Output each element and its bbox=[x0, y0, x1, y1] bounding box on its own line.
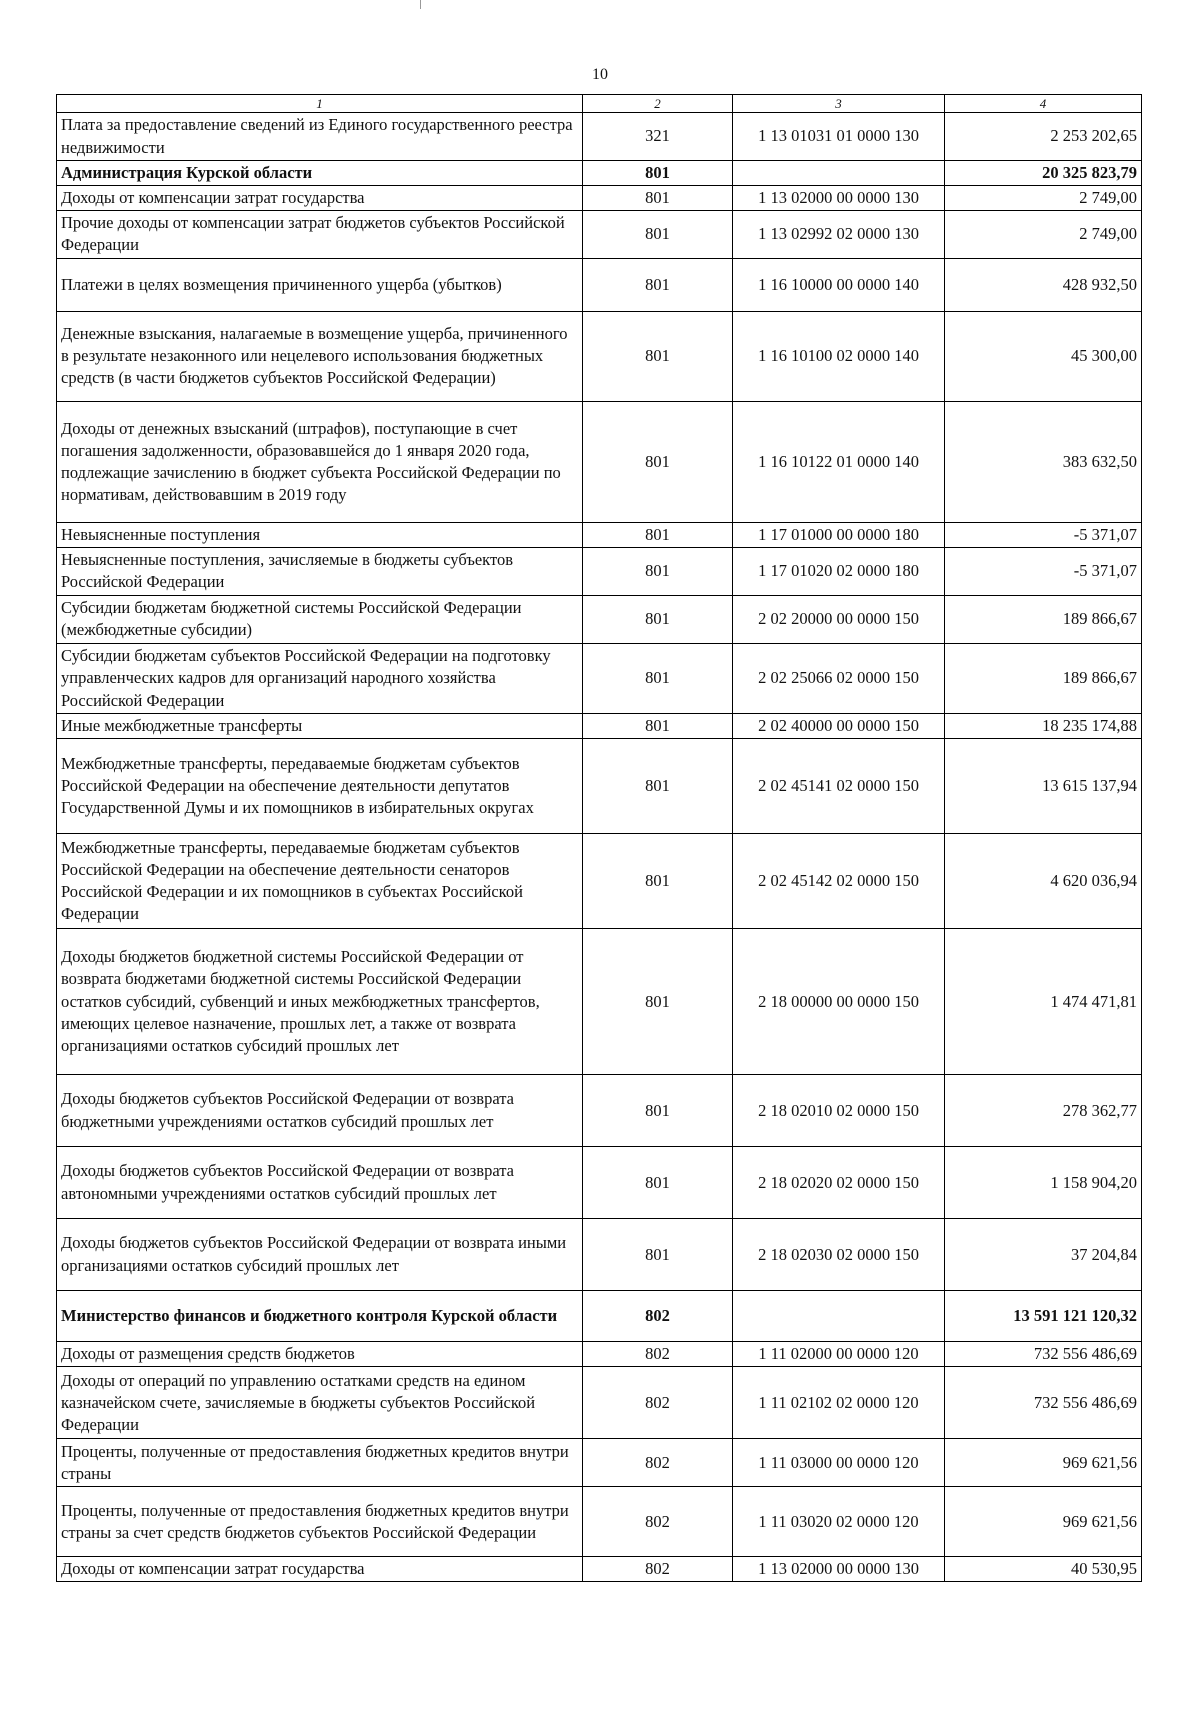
row-budget-code: 1 11 03000 00 0000 120 bbox=[733, 1439, 945, 1487]
row-amount: 4 620 036,94 bbox=[945, 834, 1142, 929]
row-budget-code: 1 16 10122 01 0000 140 bbox=[733, 401, 945, 522]
row-amount: 732 556 486,69 bbox=[945, 1367, 1142, 1439]
row-admin-code: 801 bbox=[583, 210, 733, 258]
table-row bbox=[57, 185, 1142, 210]
row-admin-code: 801 bbox=[583, 595, 733, 643]
row-budget-code: 1 13 02000 00 0000 130 bbox=[733, 185, 945, 210]
table-row bbox=[57, 522, 1142, 547]
scan-mark bbox=[420, 0, 421, 9]
row-name: Доходы бюджетов субъектов Российской Федерации от возврата иными организациями остатков субсидий прошлых лет bbox=[57, 1219, 583, 1291]
table-row bbox=[57, 1075, 1142, 1147]
row-name: Платежи в целях возмещения причиненного ущерба (убытков) bbox=[57, 258, 583, 311]
row-budget-code: 1 16 10000 00 0000 140 bbox=[733, 258, 945, 311]
row-amount: 189 866,67 bbox=[945, 643, 1142, 713]
row-name: Межбюджетные трансферты, передаваемые бюджетам субъектов Российской Федерации на обеспечение деятельности депутатов Государственной Думы и их помощников в избирательных округах bbox=[57, 739, 583, 834]
row-budget-code: 2 02 45142 02 0000 150 bbox=[733, 834, 945, 929]
table-row bbox=[57, 1487, 1142, 1557]
row-amount: 20 325 823,79 bbox=[945, 160, 1142, 185]
row-budget-code: 1 13 02992 02 0000 130 bbox=[733, 210, 945, 258]
row-admin-code: 801 bbox=[583, 258, 733, 311]
table-row bbox=[57, 929, 1142, 1075]
row-amount: 2 749,00 bbox=[945, 185, 1142, 210]
row-name: Субсидии бюджетам бюджетной системы Российской Федерации (межбюджетные субсидии) bbox=[57, 595, 583, 643]
row-name: Доходы от размещения средств бюджетов bbox=[57, 1342, 583, 1367]
table-row bbox=[57, 547, 1142, 595]
row-name: Невыясненные поступления bbox=[57, 522, 583, 547]
row-budget-code: 1 16 10100 02 0000 140 bbox=[733, 311, 945, 401]
row-amount: 2 749,00 bbox=[945, 210, 1142, 258]
row-admin-code: 801 bbox=[583, 160, 733, 185]
row-budget-code: 1 13 01031 01 0000 130 bbox=[733, 113, 945, 160]
page-number: 10 bbox=[592, 66, 608, 83]
row-admin-code: 801 bbox=[583, 739, 733, 834]
row-name: Субсидии бюджетам субъектов Российской Федерации на подготовку управленческих кадров для организаций народного хозяйства Российской Федерации bbox=[57, 643, 583, 713]
row-budget-code: 1 17 01000 00 0000 180 bbox=[733, 522, 945, 547]
row-budget-code: 1 17 01020 02 0000 180 bbox=[733, 547, 945, 595]
row-amount: 969 621,56 bbox=[945, 1439, 1142, 1487]
table-row bbox=[57, 160, 1142, 185]
row-budget-code: 1 11 02000 00 0000 120 bbox=[733, 1342, 945, 1367]
table-row bbox=[57, 311, 1142, 401]
row-budget-code: 2 02 25066 02 0000 150 bbox=[733, 643, 945, 713]
table-row bbox=[57, 1219, 1142, 1291]
table-row bbox=[57, 1557, 1142, 1582]
row-admin-code: 801 bbox=[583, 1219, 733, 1291]
revenue-table bbox=[56, 94, 1142, 1582]
row-name: Доходы бюджетов субъектов Российской Федерации от возврата бюджетными учреждениями остатков субсидий прошлых лет bbox=[57, 1075, 583, 1147]
table-row bbox=[57, 643, 1142, 713]
table-row bbox=[57, 739, 1142, 834]
revenue-table-body bbox=[57, 95, 1142, 1582]
row-name: Иные межбюджетные трансферты bbox=[57, 713, 583, 738]
table-row bbox=[57, 258, 1142, 311]
row-budget-code: 2 18 02020 02 0000 150 bbox=[733, 1147, 945, 1219]
row-amount: 278 362,77 bbox=[945, 1075, 1142, 1147]
row-amount: 383 632,50 bbox=[945, 401, 1142, 522]
row-admin-code: 802 bbox=[583, 1439, 733, 1487]
row-name: Доходы бюджетов бюджетной системы Российской Федерации от возврата бюджетами бюджетной системы Российской Федерации остатков субсидий, субвенций и иных межбюджетных трансфертов, имеющих целевое назначение, прошлых лет, а также от возврата организациями остатков субсидий прошлых лет bbox=[57, 929, 583, 1075]
row-amount: 2 253 202,65 bbox=[945, 113, 1142, 160]
table-row bbox=[57, 210, 1142, 258]
row-name: Доходы от компенсации затрат государства bbox=[57, 1557, 583, 1582]
row-amount: 40 530,95 bbox=[945, 1557, 1142, 1582]
header-cell-3: 3 bbox=[733, 95, 945, 113]
row-budget-code bbox=[733, 1291, 945, 1342]
row-amount: 1 474 471,81 bbox=[945, 929, 1142, 1075]
row-name: Администрация Курской области bbox=[57, 160, 583, 185]
row-name: Министерство финансов и бюджетного контроля Курской области bbox=[57, 1291, 583, 1342]
row-admin-code: 802 bbox=[583, 1557, 733, 1582]
row-admin-code: 801 bbox=[583, 1075, 733, 1147]
row-amount: 732 556 486,69 bbox=[945, 1342, 1142, 1367]
row-amount: 37 204,84 bbox=[945, 1219, 1142, 1291]
row-name: Доходы от компенсации затрат государства bbox=[57, 185, 583, 210]
row-name: Проценты, полученные от предоставления бюджетных кредитов внутри страны bbox=[57, 1439, 583, 1487]
row-admin-code: 321 bbox=[583, 113, 733, 160]
row-admin-code: 801 bbox=[583, 311, 733, 401]
row-amount: 13 615 137,94 bbox=[945, 739, 1142, 834]
row-name: Межбюджетные трансферты, передаваемые бюджетам субъектов Российской Федерации на обеспечение деятельности сенаторов Российской Федерации и их помощников в субъектах Российской Федерации bbox=[57, 834, 583, 929]
row-budget-code: 1 11 02102 02 0000 120 bbox=[733, 1367, 945, 1439]
row-budget-code: 2 02 40000 00 0000 150 bbox=[733, 713, 945, 738]
row-name: Невыясненные поступления, зачисляемые в бюджеты субъектов Российской Федерации bbox=[57, 547, 583, 595]
table-row bbox=[57, 1291, 1142, 1342]
row-amount: 428 932,50 bbox=[945, 258, 1142, 311]
row-amount: 13 591 121 120,32 bbox=[945, 1291, 1142, 1342]
header-cell-4: 4 bbox=[945, 95, 1142, 113]
row-admin-code: 802 bbox=[583, 1367, 733, 1439]
row-amount: -5 371,07 bbox=[945, 522, 1142, 547]
row-amount: 969 621,56 bbox=[945, 1487, 1142, 1557]
row-admin-code: 802 bbox=[583, 1487, 733, 1557]
table-row bbox=[57, 834, 1142, 929]
row-budget-code: 2 18 00000 00 0000 150 bbox=[733, 929, 945, 1075]
row-admin-code: 801 bbox=[583, 185, 733, 210]
table-header-row bbox=[57, 95, 1142, 113]
row-name: Прочие доходы от компенсации затрат бюджетов субъектов Российской Федерации bbox=[57, 210, 583, 258]
row-admin-code: 801 bbox=[583, 547, 733, 595]
row-budget-code: 2 18 02030 02 0000 150 bbox=[733, 1219, 945, 1291]
row-admin-code: 802 bbox=[583, 1342, 733, 1367]
row-admin-code: 801 bbox=[583, 713, 733, 738]
row-amount: 1 158 904,20 bbox=[945, 1147, 1142, 1219]
row-name: Проценты, полученные от предоставления бюджетных кредитов внутри страны за счет средств бюджетов субъектов Российской Федерации bbox=[57, 1487, 583, 1557]
row-budget-code: 2 18 02010 02 0000 150 bbox=[733, 1075, 945, 1147]
row-admin-code: 802 bbox=[583, 1291, 733, 1342]
header-cell-1: 1 bbox=[57, 95, 583, 113]
table-row bbox=[57, 1342, 1142, 1367]
row-name: Доходы от денежных взысканий (штрафов), поступающие в счет погашения задолженности, образовавшейся до 1 января 2020 года, подлежащие зачислению в бюджет субъекта Российской Федерации по нормативам, действовавшим в 2019 году bbox=[57, 401, 583, 522]
row-amount: 189 866,67 bbox=[945, 595, 1142, 643]
header-cell-2: 2 bbox=[583, 95, 733, 113]
row-name: Доходы от операций по управлению остатками средств на едином казначейском счете, зачисляемые в бюджеты субъектов Российской Федерации bbox=[57, 1367, 583, 1439]
table-row bbox=[57, 595, 1142, 643]
row-name: Плата за предоставление сведений из Единого государственного реестра недвижимости bbox=[57, 113, 583, 160]
table-row bbox=[57, 113, 1142, 160]
table-row bbox=[57, 713, 1142, 738]
row-admin-code: 801 bbox=[583, 522, 733, 547]
row-budget-code bbox=[733, 160, 945, 185]
row-amount: -5 371,07 bbox=[945, 547, 1142, 595]
row-budget-code: 1 11 03020 02 0000 120 bbox=[733, 1487, 945, 1557]
row-budget-code: 2 02 20000 00 0000 150 bbox=[733, 595, 945, 643]
table-row bbox=[57, 1439, 1142, 1487]
row-budget-code: 1 13 02000 00 0000 130 bbox=[733, 1557, 945, 1582]
row-name: Доходы бюджетов субъектов Российской Федерации от возврата автономными учреждениями остатков субсидий прошлых лет bbox=[57, 1147, 583, 1219]
row-admin-code: 801 bbox=[583, 401, 733, 522]
row-amount: 18 235 174,88 bbox=[945, 713, 1142, 738]
row-admin-code: 801 bbox=[583, 1147, 733, 1219]
row-admin-code: 801 bbox=[583, 643, 733, 713]
table-row bbox=[57, 1367, 1142, 1439]
row-name: Денежные взыскания, налагаемые в возмещение ущерба, причиненного в результате незаконного или нецелевого использования бюджетных средств (в части бюджетов субъектов Российской Федерации) bbox=[57, 311, 583, 401]
row-admin-code: 801 bbox=[583, 834, 733, 929]
row-admin-code: 801 bbox=[583, 929, 733, 1075]
row-budget-code: 2 02 45141 02 0000 150 bbox=[733, 739, 945, 834]
table-row bbox=[57, 401, 1142, 522]
table-row bbox=[57, 1147, 1142, 1219]
row-amount: 45 300,00 bbox=[945, 311, 1142, 401]
